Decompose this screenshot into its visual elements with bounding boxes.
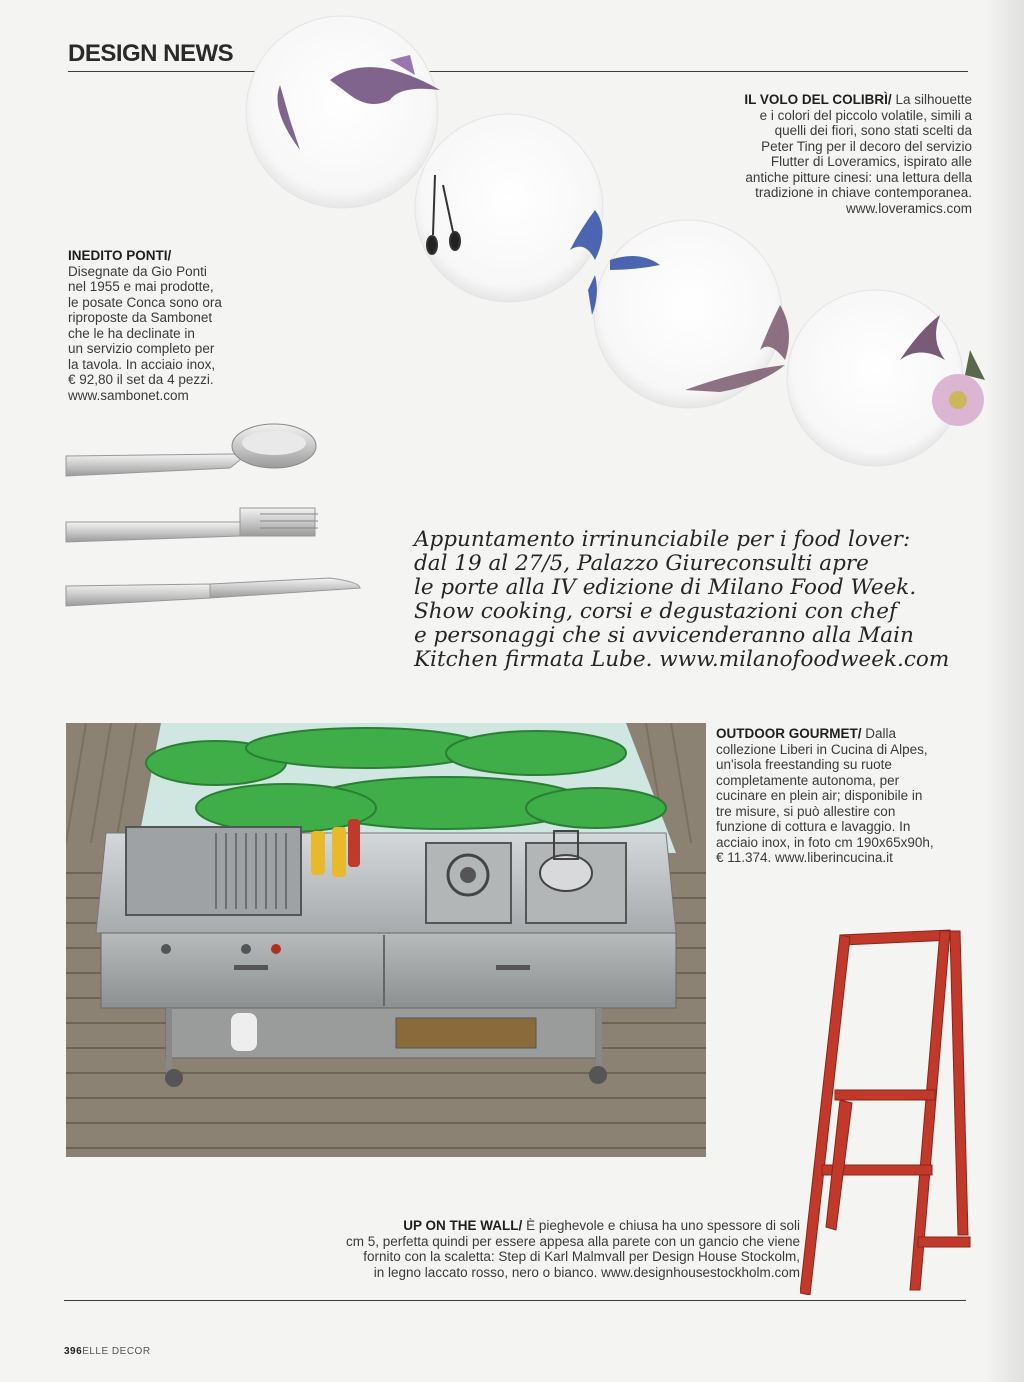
volo-line-6: antiche pitture cinesi: una lettura della <box>745 169 972 185</box>
wall-text <box>210 1218 800 1280</box>
volo-heading: IL VOLO DEL COLIBRÌ/ <box>744 92 896 107</box>
outdoor-line-4: completamente autonoma, per <box>716 772 900 788</box>
quote-line-2: dal 19 al 27/5, Palazzo Giureconsulti apre <box>414 551 869 576</box>
outdoor-line-3: un'isola freestanding su ruote <box>716 757 892 772</box>
volo-line-4: Peter Ting per il decoro del servizio <box>761 138 972 154</box>
quote-line-1: Appuntamento irrinunciabile per i food lover: <box>414 527 911 552</box>
volo-link[interactable]: www.loveramics.com <box>845 200 972 216</box>
outdoor-line-9[interactable]: € 11.374. www.liberincucina.it <box>716 850 893 865</box>
outdoor-text <box>716 726 974 866</box>
wall-line-1: È pieghevole e chiusa ha uno spessore di soli <box>526 1218 800 1233</box>
volo-line-3: quelli dei fiori, sono stati scelti da <box>774 123 972 138</box>
outdoor-line-2: collezione Liberi in Cucina di Alpes, <box>716 741 928 757</box>
wall-heading: UP ON THE WALL/ <box>403 1218 527 1233</box>
ponti-line-7: la tavola. In acciaio inox, <box>68 356 216 372</box>
page-footer <box>64 1346 151 1357</box>
wall-line-3: fornito con la scaletta: Step di Karl Malmvall per Design House Stockolm, <box>363 1249 800 1264</box>
volo-text <box>620 92 972 216</box>
ponti-line-1: Disegnate da Gio Ponti <box>68 263 207 279</box>
plate-2 <box>415 114 603 302</box>
volo-line-5: Flutter di Loveramics, ispirato alle <box>770 154 972 169</box>
outdoor-line-7: funzione di cottura e lavaggio. In <box>716 819 911 834</box>
ponti-line-6: un servizio completo per <box>68 341 215 356</box>
plate-4 <box>787 290 963 466</box>
quote-line-3: le porte alla IV edizione di Milano Food Week. <box>414 575 917 600</box>
quote-line-4: Show cooking, corsi e degustazioni con chef <box>414 599 897 624</box>
volo-line-1: La silhouette <box>895 92 972 107</box>
outdoor-kitchen-photo <box>66 723 706 1157</box>
ponti-line-4: riproposte da Sambonet <box>68 310 213 325</box>
fork-icon <box>66 508 318 542</box>
quote-line-6[interactable]: Kitchen firmata Lube. www.milanofoodweek.com <box>414 647 950 672</box>
page-number: 396 <box>64 1346 83 1357</box>
ponti-link[interactable]: www.sambonet.com <box>68 387 189 403</box>
outdoor-line-6: tre misure, si può allestire con <box>716 803 896 819</box>
volo-line-2: e i colori del piccolo volatile, simili a <box>759 107 972 123</box>
outdoor-heading: OUTDOOR GOURMET/ <box>716 726 866 741</box>
outdoor-line-1: Dalla <box>865 726 897 741</box>
ponti-line-2: nel 1955 e mai prodotte, <box>68 279 214 294</box>
wall-line-2: cm 5, perfetta quindi per essere appesa alla parete con un gancio che viene <box>345 1233 800 1249</box>
milano-food-week-quote <box>414 528 974 672</box>
ponti-line-8: € 92,80 il set da 4 pezzi. <box>68 372 214 387</box>
flutter-plates-image <box>240 0 1000 480</box>
spoon-icon <box>66 424 316 476</box>
ponti-line-5: che le ha declinate in <box>68 325 195 341</box>
volo-line-7: tradizione in chiave contemporanea. <box>755 185 972 200</box>
cutlery-image <box>60 410 370 610</box>
outdoor-line-8: acciaio inox, in foto cm 190x65x90h, <box>716 834 934 850</box>
wall-line-4[interactable]: in legno laccato rosso, nero o bianco. www.designhousestockholm.com <box>373 1264 800 1280</box>
ponti-heading: INEDITO PONTI/ <box>68 248 172 263</box>
step-ladder-image <box>800 925 980 1295</box>
magazine-name: ELLE DECOR <box>82 1346 151 1357</box>
plate-1 <box>246 16 438 208</box>
outdoor-line-5: cucinare en plein air; disponibile in <box>716 788 923 803</box>
section-title: DESIGN NEWS <box>68 40 234 67</box>
quote-line-5: e personaggi che si avvicenderanno alla Main <box>414 623 914 648</box>
knife-icon <box>66 578 360 606</box>
footer-rule <box>64 1300 966 1301</box>
ponti-line-3: le posate Conca sono ora <box>68 294 222 310</box>
ponti-text <box>68 248 268 403</box>
